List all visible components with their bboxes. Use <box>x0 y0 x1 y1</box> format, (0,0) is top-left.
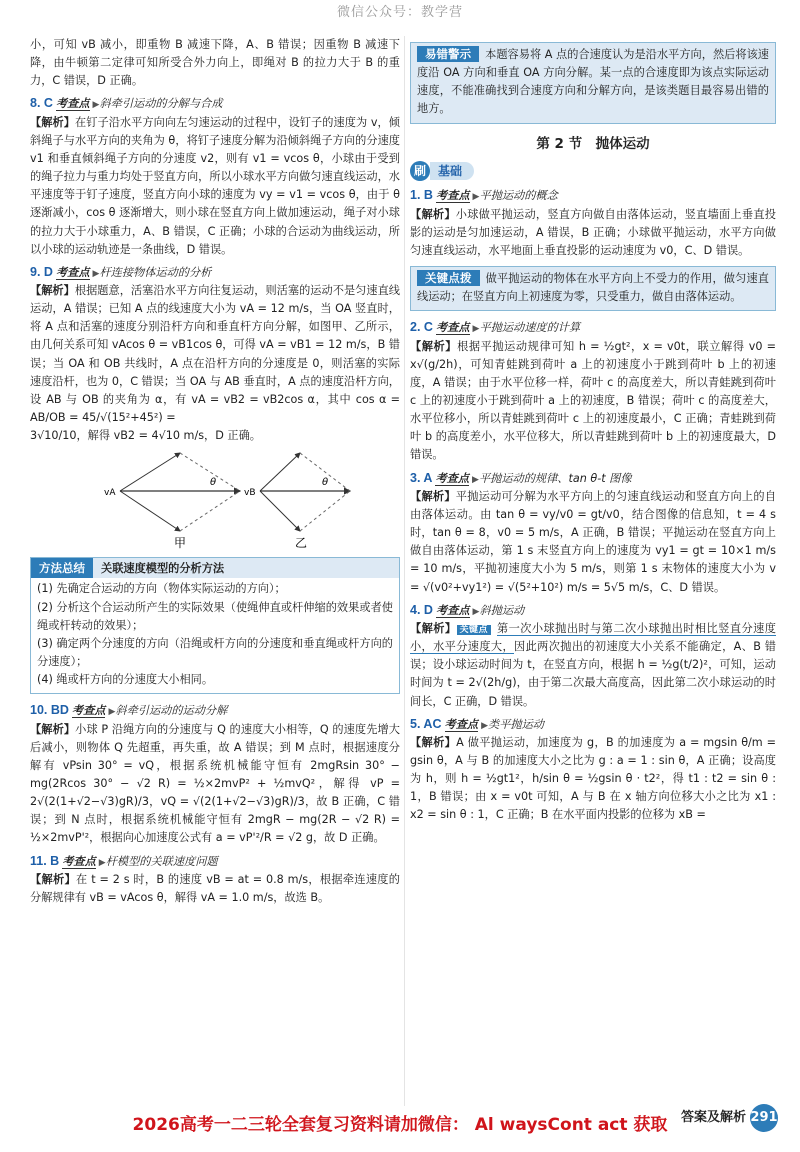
question-3 <box>410 468 776 597</box>
question-2 <box>410 317 776 464</box>
footer-ad: 2026高考一二三轮全套复习资料请加微信： Al waysCont act 获取 <box>132 1115 668 1135</box>
triangle-icon: ▶ <box>92 268 100 279</box>
question-number: 4. D <box>410 602 433 617</box>
answer-text: 小球做平抛运动，竖直方向做自由落体运动，竖直墙面上垂直投影的运动是匀加速运动，A 错误，B 正确；小球做平抛运动，水平方向做匀速直线运动，水平地面上垂直投影的运动速度为 v0，C、D 错误。 <box>410 207 776 257</box>
question-number: 2. C <box>410 320 433 335</box>
column-divider <box>404 36 405 1106</box>
va-label: vA <box>104 488 116 499</box>
question-number: 10. BD <box>30 703 69 718</box>
component-vector <box>260 491 300 531</box>
key-point-tag: 关键点拨 <box>417 270 480 286</box>
key-point-text: 做平抛运动的物体在水平方向上不受力的作用，做匀速直线运动；在竖直方向上初速度为零，只受重力，做自由落体运动。 <box>417 272 769 304</box>
jiexi-label: 【解析】 <box>30 722 76 736</box>
method-summary-title: 关联速度模型的分析方法 <box>101 562 225 576</box>
kaochadian-label: 考查点 <box>55 97 90 111</box>
jiexi-label: 【解析】 <box>30 872 76 886</box>
theta-label: θ <box>322 477 329 489</box>
underlined-key-text: 第一次小球抛出时与第二次小球抛出时相比竖直分速度小，水平分速度大， <box>410 621 776 654</box>
answer-text: 在钉子沿水平方向向左匀速运动的过程中，设钉子的速度为 v，倾斜绳子与水平方向的夹角为 θ，将钉子速度分解为沿倾斜绳子方向的分速度 v1 和垂直倾斜绳子方向的分速度 v2，则有 v1 = vcos θ，小球由于受到的绳子拉力与重力均处于竖直方向，所以小球水平方向做匀速直线运动，水平速度等于钉子速度，竖直方向小球的速度为 vy = v1 = vcos θ，由于 θ 逐渐减小，cos θ 逐渐增大，则小球在竖直方向上做加速运动，绳子对小球的拉力大于小球重力，A、B 错误，C 正确；小球的合运动为曲线运动，所以小球的运动轨迹是一条曲线，D 错误。 <box>30 115 400 256</box>
triangle-icon: ▶ <box>472 192 480 203</box>
error-warning-text: 本题容易将 A 点的合速度认为是沿水平方向，然后将该速度沿 OA 方向和垂直 OA 方向分解。某一点的合速度即为该点实际运动速度，不能准确找到合速度方向和分解方向，是该类题目最容易出错的地方。 <box>417 48 769 116</box>
jiexi-label: 【解析】 <box>410 735 457 749</box>
answer-text: A 做平抛运动，加速度为 g，B 的加速度为 a = mgsin θ/m = gsin θ，A 与 B 的加速度大小之比为 g : a = 1 : sin θ，A 正确；设高度为 h，则 h = ½gt1²，h/sin θ = ½gsin θ · t2²，得 t1 : t2 = sin θ : 1，B 错误；由 x = v0t 可知，A 与 B 在 x 轴方向位移大小之比为 x1 : x2 = sin θ : 1，C 正确；B 在水平面内投影的位移为 xB = <box>410 735 776 822</box>
diagram-yi <box>244 453 350 549</box>
triangle-icon: ▶ <box>472 474 479 485</box>
question-number: 1. B <box>410 188 433 203</box>
method-item: (4) 绳或杆方向的分速度大小相同。 <box>37 673 214 687</box>
kaochadian-text: 斜牵引运动的运动分解 <box>115 704 228 718</box>
error-warning-tag: 易错警示 <box>417 46 479 62</box>
jiexi-label: 【解析】 <box>410 489 456 503</box>
jiexi-label: 【解析】 <box>410 207 456 221</box>
jiexi-label: 【解析】 <box>30 284 75 298</box>
triangle-icon: ▶ <box>472 606 480 617</box>
method-item: (3) 确定两个分速度的方向（沿绳或杆方向的分速度和垂直绳或杆方向的分速度）； <box>37 636 393 669</box>
question-number: 11. B <box>30 853 60 868</box>
kaochadian-text: 斜牵引运动的分解与合成 <box>99 97 223 111</box>
answer-text: 在 t = 2 s 时，B 的速度 vB = at = 0.8 m/s，根据牵连速度的分解规律有 vB = vAcos θ，解得 vA = 1.0 m/s，故选 B。 <box>30 872 400 904</box>
right-column <box>410 36 776 825</box>
question-5 <box>410 714 776 825</box>
method-item: (2) 分析这个合运动所产生的实际效果（使绳伸直或杆伸缩的效果或者使绳或杆转动的效果）； <box>37 600 393 632</box>
left-column <box>30 36 400 907</box>
kaochadian-label: 考查点 <box>435 471 470 485</box>
theta-label: θ <box>210 477 217 489</box>
question-number: 5. AC <box>410 716 442 731</box>
key-point-box <box>410 266 776 311</box>
basics-label: 基础 <box>430 162 474 180</box>
answer-text: 因此两次抛出的初速度大小关系不能确定，A、B 错误；设小球运动时间为 t，在竖直方向，根据 h = ½g(t/2)²，可知，运动时间为 t = 2√(2h/g)，由于第二次最大高度高，因此第二次小球运动的时间长，C 正确，D 错误。 <box>410 640 776 708</box>
section-title: 第 2 节 抛体运动 <box>536 135 650 152</box>
jiexi-label: 【解析】 <box>410 339 458 353</box>
kaochadian-text: 平抛运动的概念 <box>479 189 558 203</box>
kaochadian-label: 考查点 <box>71 704 106 718</box>
basics-header <box>410 161 776 181</box>
figure-label-yi: 乙 <box>295 536 308 550</box>
dashed-line <box>180 491 240 531</box>
page-label: 答案及解析 <box>680 1110 746 1126</box>
jiexi-label: 【解析】 <box>410 621 457 635</box>
figure-label-jia: 甲 <box>174 536 187 550</box>
kaochadian-text: 类平抛运动 <box>488 717 544 731</box>
kaochadian-text: 平抛运动的规律、tan θ-t 图像 <box>478 471 632 485</box>
question-10 <box>30 700 400 847</box>
kaochadian-label: 考查点 <box>444 717 479 731</box>
method-summary-tag: 方法总结 <box>31 558 93 578</box>
kaochadian-text: 平抛运动速度的计算 <box>479 321 581 335</box>
question-number: 8. C <box>30 96 53 111</box>
kaochadian-label: 考查点 <box>435 321 470 335</box>
answer-text: 平抛运动可分解为水平方向上的匀速直线运动和竖直方向上的自由落体运动。由 tan θ = vy/v0 = gt/v0，结合图像的信息知，t = 4 s 时，tan θ = 8，v0 = 5 m/s，A 正确，B 错误；平抛运动在竖直方向上做自由落体运动，第 1 s 末竖直方向上的速度为 vy1 = gt = 10×1 m/s = 10 m/s，平抛初速度大小为 5 m/s，则第 1 s 末物体的速度大小为 v = √(v0²+vy1²) = √(5²+10²) m/s = 5√5 m/s，C、D 错误。 <box>410 489 776 594</box>
question-1 <box>410 185 776 260</box>
vb-label: vB <box>244 488 256 499</box>
page-number: 291 <box>750 1104 778 1132</box>
diagram-jia <box>104 453 240 549</box>
triangle-icon: ▶ <box>98 857 106 868</box>
question-4 <box>410 600 776 711</box>
triangle-icon: ▶ <box>472 324 480 335</box>
question-number: 9. D <box>30 264 53 279</box>
velocity-diagram-svg <box>30 449 400 549</box>
answer-text: 根据题意，活塞沿水平方向往复运动，则活塞的运动不是匀速直线运动，A 错误；已知 A 点的线速度大小为 vA = 12 m/s，当 OA 竖直时，将 A 点和活塞的速度分别沿杆方向和垂直杆方向分解，如图甲、乙所示，由几何关系可知 vAcos θ = vB1cos θ，可得 vA = vB1 = 12 m/s，B 错误；当 OA 和 OB 共线时，A 点在沿杆方向的分速度是 0，则活塞的实际速度沿杆，也为 0，C 错误；当 OA 与 AB 垂直时，A 点的速度沿杆方向，设 AB 与 OB 的夹角为 α，有 vA = vB2 = vB2cos α，其中 cos α = AB/OB = 45/√(15²+45²) = <box>30 284 400 425</box>
answer-text-end: 3√10/10，解得 vB2 = 4√10 m/s，D 正确。 <box>30 429 261 443</box>
kaochadian-label: 考查点 <box>62 854 96 868</box>
jiexi-label: 【解析】 <box>30 115 75 129</box>
kaochadian-label: 考查点 <box>435 603 470 617</box>
component-vector <box>120 491 180 531</box>
question-8 <box>30 93 400 258</box>
watermark: 微信公众号：教学营 <box>336 5 463 20</box>
kaochadian-text: 杆连接物体运动的分析 <box>99 265 212 279</box>
question-9 <box>30 262 400 446</box>
key-point-mini-tag: 关键点 <box>457 625 491 635</box>
answer-text: 根据平抛运动规律可知 h = ½gt²，x = v0t，联立解得 v0 = x√(g/2h)，可知青蛙跳到荷叶 a 上的初速度小于跳到荷叶 b 上的初速度，A 错误；由于水平位移一样，荷叶 c 的高度差大，所以青蛙跳到荷叶 c 上的初速度小于跳到荷叶 a 上的初速度，B 错误；荷叶 c 的高度差大，水平位移小，所以青蛙跳到荷叶 c 上的初速度最小，C 正确；青蛙跳到荷叶 b 的高度差小，水平位移大，所以青蛙跳到荷叶 b 上的初速度最大，D 错误。 <box>410 339 776 462</box>
error-warning-box <box>410 42 776 124</box>
kaochadian-text: 杆模型的关联速度问题 <box>105 854 218 868</box>
method-item: (1) 先确定合运动的方向（物体实际运动的方向）； <box>37 582 286 596</box>
kaochadian-label: 考查点 <box>435 189 470 203</box>
question-number: 3. A <box>410 470 433 485</box>
triangle-icon: ▶ <box>481 720 488 731</box>
intro-paragraph: 小，可知 vB 减小，即重物 B 减速下降，A、B 错误；因重物 B 减速下降，由牛顿第二定律可知所受合外力向上，即绳对 B 的拉力大于 B 的重力，C 错误，D 正确。 <box>30 38 400 88</box>
component-vector <box>260 453 300 491</box>
kaochadian-text: 斜抛运动 <box>479 603 525 617</box>
question-11 <box>30 851 400 908</box>
component-vector <box>120 453 180 491</box>
triangle-icon: ▶ <box>108 707 116 718</box>
dashed-line <box>300 491 350 531</box>
answer-text: 小球 P 沿绳方向的分速度与 Q 的速度大小相等，Q 的速度先增大后减小，则物体 Q 先超重，再失重，故 A 错误；到 M 点时，根据速度分解有 vPsin 30° = vQ，根据系统机械能守恒有 2mgRsin 30° − mg(2Rcos 30° − √2 R) = ½×2mvP² + ½mvQ²，解得 vP = 2√(2(1+√2−√3)gR)/3，vQ = √(2(1+√2−√3)gR)/3，故 B 正确，C 错误；到 N 点时，根据系统机械能守恒有 2mgR − mg(2R − √2 R) = ½×2mvP'²，根据向心加速度公式有 a = vP'²/R = √2 g，故 D 正确。 <box>30 722 400 845</box>
velocity-diagram <box>30 449 400 549</box>
triangle-icon: ▶ <box>92 100 100 111</box>
shua-icon: 刷 <box>410 161 430 181</box>
kaochadian-label: 考查点 <box>55 265 90 279</box>
method-summary-box <box>30 557 400 694</box>
